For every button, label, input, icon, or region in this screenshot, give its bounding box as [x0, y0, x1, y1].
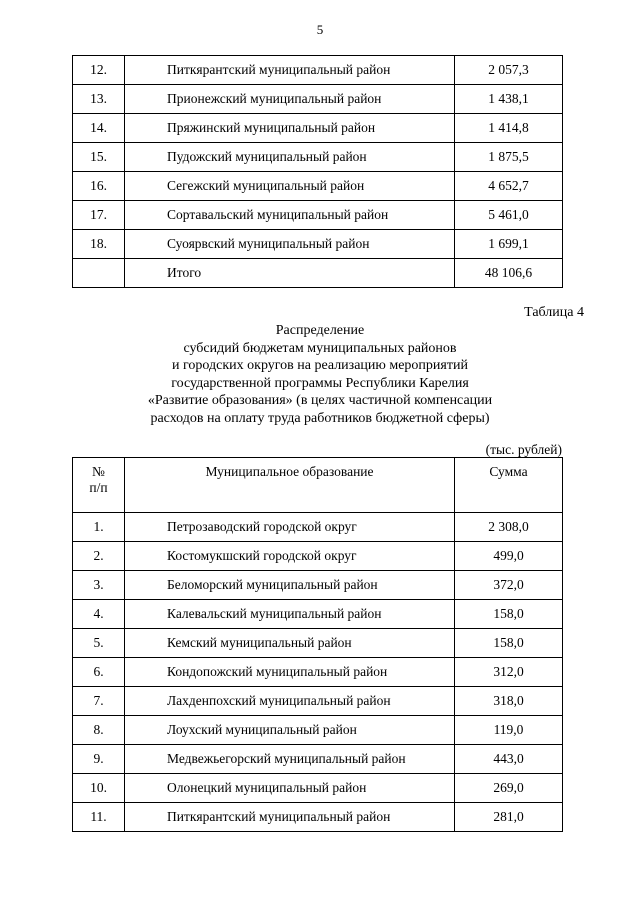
- table-row: [73, 201, 563, 230]
- row-sum: 312,0: [455, 658, 563, 687]
- row-number: 1.: [73, 513, 125, 542]
- row-name: Беломорский муниципальный район: [125, 571, 455, 600]
- table-row: [73, 56, 563, 85]
- row-number: 4.: [73, 600, 125, 629]
- subsidy-table-4: [72, 457, 563, 832]
- row-number: 12.: [73, 56, 125, 85]
- row-sum: 158,0: [455, 629, 563, 658]
- row-name: Лахденпохский муниципальный район: [125, 687, 455, 716]
- table-row: [73, 85, 563, 114]
- row-name: Медвежьегорский муниципальный район: [125, 745, 455, 774]
- row-name: Олонецкий муниципальный район: [125, 774, 455, 803]
- row-number: 8.: [73, 716, 125, 745]
- row-sum: 119,0: [455, 716, 563, 745]
- row-sum: 48 106,6: [455, 259, 563, 288]
- row-name: Калевальский муниципальный район: [125, 600, 455, 629]
- row-name: Лоухский муниципальный район: [125, 716, 455, 745]
- subsidy-table-4-body: [73, 458, 563, 832]
- table-title-line: государственной программы Республики Карелия: [171, 375, 469, 391]
- header-name: Муниципальное образование: [125, 458, 455, 513]
- table-title-line: и городских округов на реализацию мероприятий: [172, 358, 468, 373]
- table-row: [73, 629, 563, 658]
- row-number: 5.: [73, 629, 125, 658]
- row-name: Итого: [125, 259, 455, 288]
- table-row: [73, 172, 563, 201]
- table-row: [73, 658, 563, 687]
- table-title-line: расходов на оплату труда работников бюджетной сферы): [150, 410, 490, 426]
- row-sum: 1 875,5: [455, 143, 563, 172]
- row-sum: 158,0: [455, 600, 563, 629]
- row-number: [73, 259, 125, 288]
- page-number: 5: [316, 22, 324, 37]
- table-row: [73, 600, 563, 629]
- row-sum: 499,0: [455, 542, 563, 571]
- row-number: 16.: [73, 172, 125, 201]
- row-name: Пряжинский муниципальный район: [125, 114, 455, 143]
- table-row: [73, 687, 563, 716]
- table-row: [73, 745, 563, 774]
- table-title: [0, 322, 640, 427]
- table-row: [73, 803, 563, 832]
- row-name: Пудожский муниципальный район: [125, 143, 455, 172]
- row-sum: 318,0: [455, 687, 563, 716]
- row-name: Питкярантский муниципальный район: [125, 56, 455, 85]
- table-row: [73, 542, 563, 571]
- row-sum: 2 308,0: [455, 513, 563, 542]
- table-title-line: Распределение: [275, 323, 365, 338]
- table-title-line: «Развитие образования» (в целях частичной компенсации: [147, 393, 493, 408]
- table-row: [73, 143, 563, 172]
- header-num: [73, 458, 125, 513]
- table-row: [73, 716, 563, 745]
- row-number: 2.: [73, 542, 125, 571]
- row-name: Кемский муниципальный район: [125, 629, 455, 658]
- row-name: Суоярвский муниципальный район: [125, 230, 455, 259]
- subsidy-table-continued: [72, 55, 563, 288]
- table-row: [73, 259, 563, 288]
- row-sum: 269,0: [455, 774, 563, 803]
- row-name: Прионежский муниципальный район: [125, 85, 455, 114]
- header-sum: Сумма: [455, 458, 563, 513]
- row-sum: 443,0: [455, 745, 563, 774]
- row-number: 6.: [73, 658, 125, 687]
- row-name: Питкярантский муниципальный район: [125, 803, 455, 832]
- row-number: 17.: [73, 201, 125, 230]
- table-row: [73, 230, 563, 259]
- row-sum: 2 057,3: [455, 56, 563, 85]
- row-name: Кондопожский муниципальный район: [125, 658, 455, 687]
- row-number: 13.: [73, 85, 125, 114]
- table-row: [73, 774, 563, 803]
- table-title-line: субсидий бюджетам муниципальных районов: [183, 340, 457, 356]
- row-number: 15.: [73, 143, 125, 172]
- header-num-line1: №: [92, 464, 105, 479]
- row-sum: 1 414,8: [455, 114, 563, 143]
- row-sum: 1 438,1: [455, 85, 563, 114]
- row-sum: 4 652,7: [455, 172, 563, 201]
- units-label: (тыс. рублей): [485, 442, 562, 457]
- row-number: 7.: [73, 687, 125, 716]
- row-name: Сортавальский муниципальный район: [125, 201, 455, 230]
- row-number: 10.: [73, 774, 125, 803]
- row-sum: 1 699,1: [455, 230, 563, 259]
- table-row: [73, 571, 563, 600]
- row-sum: 372,0: [455, 571, 563, 600]
- header-num-line2: п/п: [89, 480, 108, 495]
- table-row: [73, 513, 563, 542]
- row-name: Костомукшский городской округ: [125, 542, 455, 571]
- row-sum: 5 461,0: [455, 201, 563, 230]
- row-name: Петрозаводский городской округ: [125, 513, 455, 542]
- subsidy-table-continued-body: [73, 56, 563, 288]
- row-number: 11.: [73, 803, 125, 832]
- row-name: Сегежский муниципальный район: [125, 172, 455, 201]
- row-number: 14.: [73, 114, 125, 143]
- table-header-row: [73, 458, 563, 513]
- row-number: 3.: [73, 571, 125, 600]
- row-number: 18.: [73, 230, 125, 259]
- row-number: 9.: [73, 745, 125, 774]
- row-sum: 281,0: [455, 803, 563, 832]
- table-row: [73, 114, 563, 143]
- table-label: Таблица 4: [524, 305, 584, 320]
